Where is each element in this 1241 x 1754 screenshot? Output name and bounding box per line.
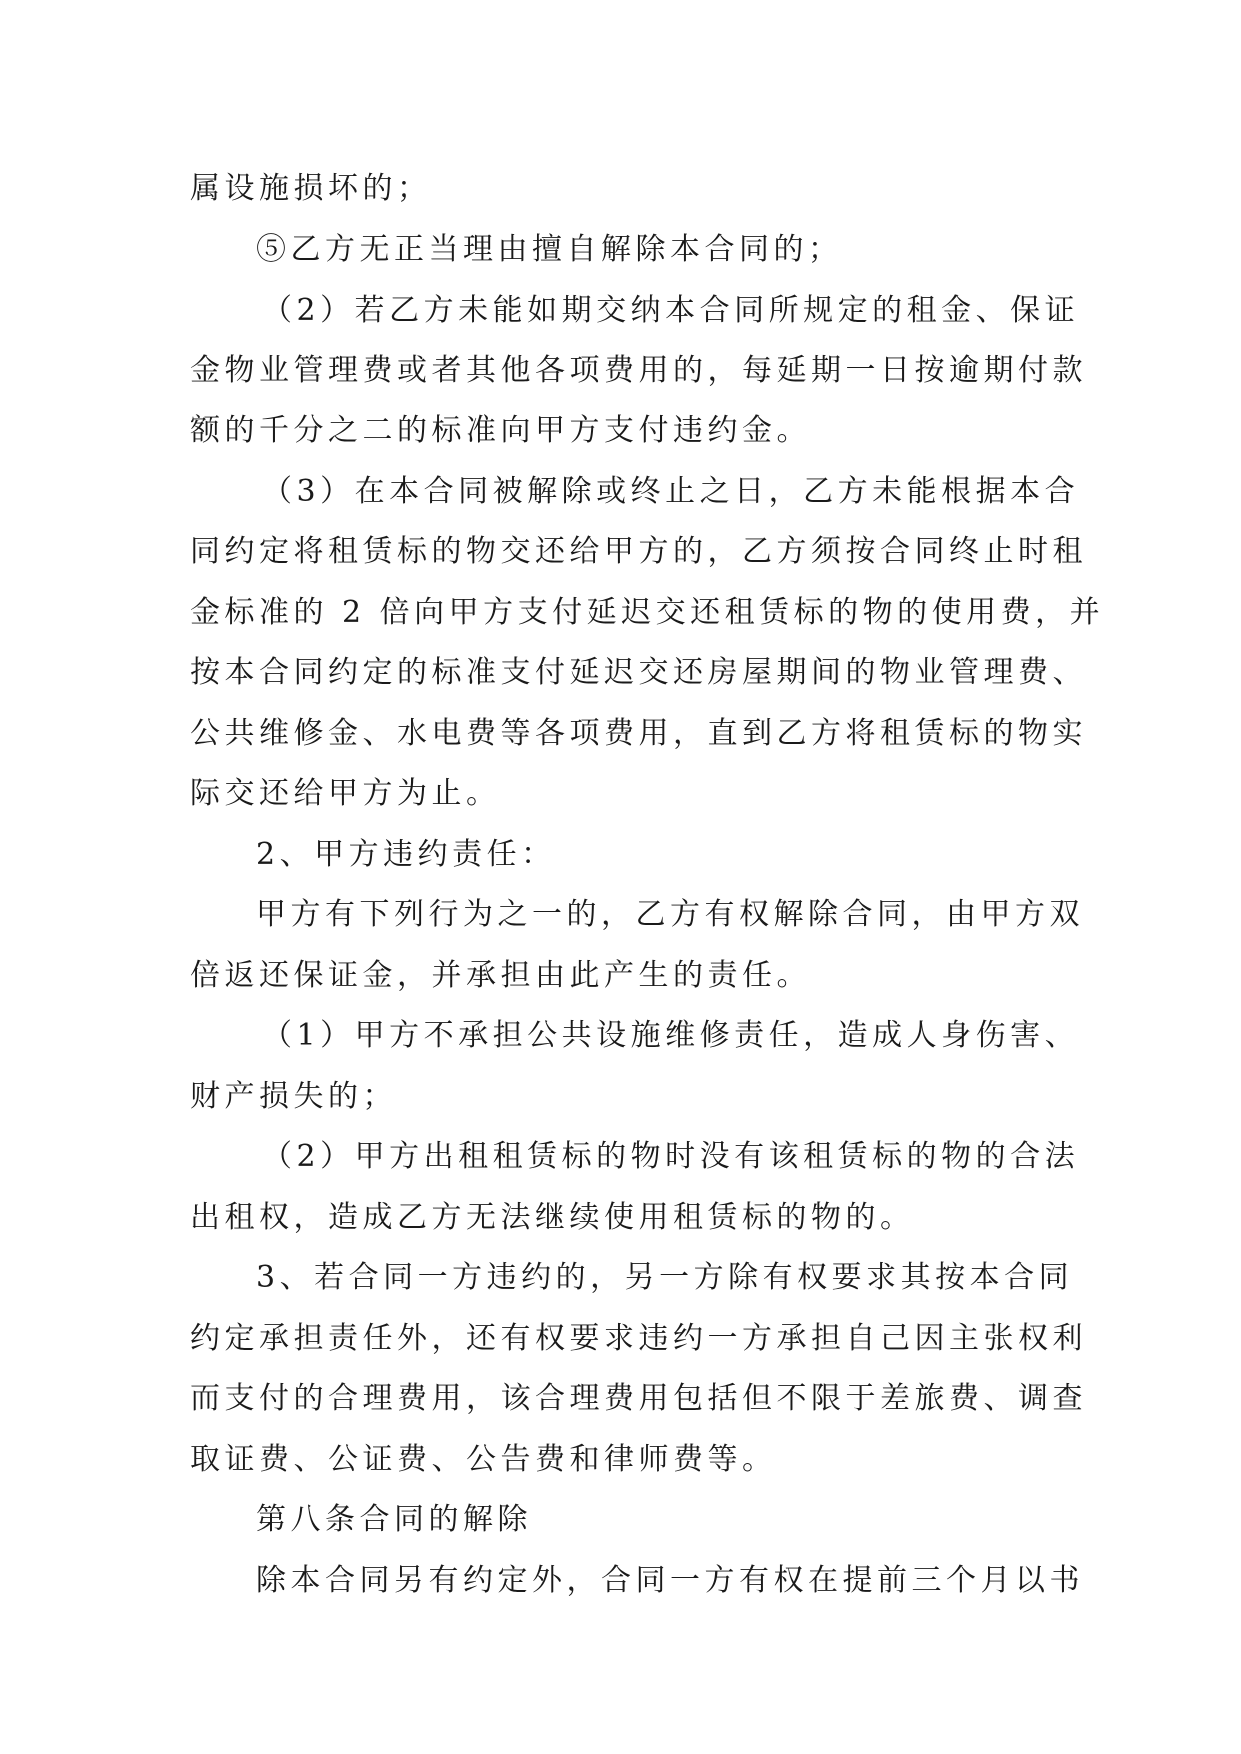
text-line: （1）甲方不承担公共设施维修责任，造成人身伤害、 [262,1018,1080,1053]
text-line: 约定承担责任外，还有权要求违约一方承担自己因主张权利 [190,1321,1087,1356]
text-line: 金物业管理费或者其他各项费用的，每延期一日按逾期付款 [190,353,1087,388]
section-heading: 第八条合同的解除 [256,1502,532,1537]
text-line: 额的千分之二的标准向甲方支付违约金。 [190,413,811,448]
text-line: 财产损失的； [190,1079,397,1114]
text-line: 属设施损坏的； [190,171,432,206]
text-line: 同约定将租赁标的物交还给甲方的，乙方须按合同终止时租 [190,534,1087,569]
text-line: 3、若合同一方违约的，另一方除有权要求其按本合同 [256,1260,1074,1295]
text-line: 公共维修金、水电费等各项费用，直到乙方将租赁标的物实 [190,716,1087,751]
text-line: 2、甲方违约责任： [256,837,556,872]
text-line: 除本合同另有约定外，合同一方有权在提前三个月以书 [256,1563,1084,1598]
text-line: 而支付的合理费用，该合理费用包括但不限于差旅费、调查 [190,1381,1087,1416]
text-line: 倍返还保证金，并承担由此产生的责任。 [190,958,811,993]
text-line: 按本合同约定的标准支付延迟交还房屋期间的物业管理费、 [190,655,1087,690]
text-line: ⑤乙方无正当理由擅自解除本合同的； [256,232,843,267]
text-line: 金标准的 2 倍向甲方支付延迟交还租赁标的物的使用费，并 [190,595,1105,630]
text-line: 取证费、公证费、公告费和律师费等。 [190,1442,777,1477]
text-line: （2）甲方出租租赁标的物时没有该租赁标的物的合法 [262,1139,1080,1174]
text-line: 出租权，造成乙方无法继续使用租赁标的物的。 [190,1200,915,1235]
text-line: （2）若乙方未能如期交纳本合同所规定的租金、保证 [262,293,1080,328]
text-line: （3）在本合同被解除或终止之日，乙方未能根据本合 [262,474,1080,509]
text-line: 甲方有下列行为之一的，乙方有权解除合同，由甲方双 [256,897,1084,932]
text-line: 际交还给甲方为止。 [190,776,501,811]
